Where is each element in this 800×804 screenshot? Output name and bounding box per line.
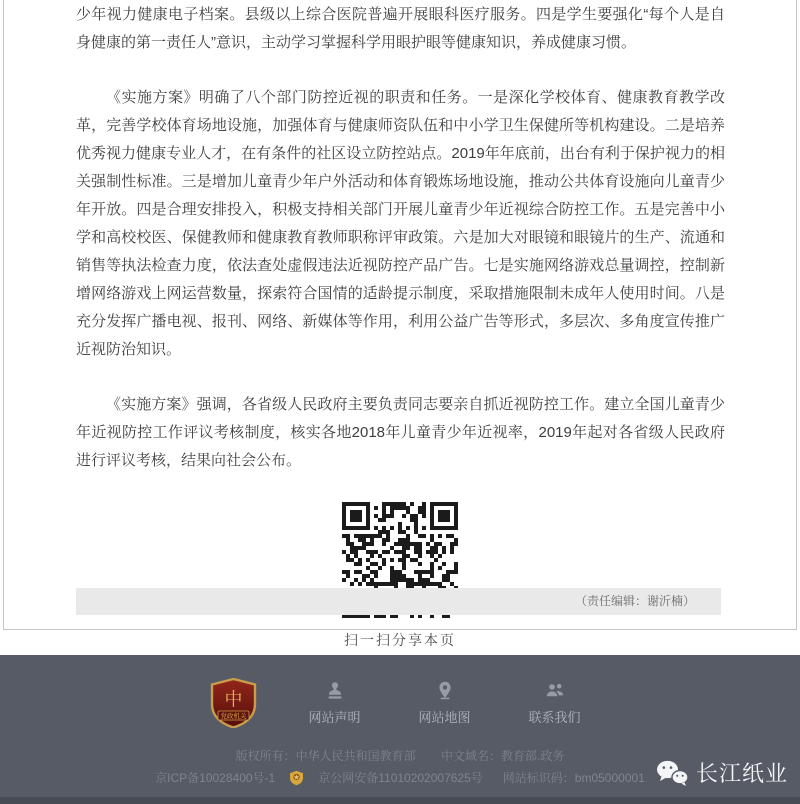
footer-bottom-strip (0, 797, 800, 804)
map-pin-icon (435, 681, 455, 700)
watermark-label: 长江纸业 (695, 761, 788, 786)
article-body (4, 0, 796, 475)
people-icon (544, 681, 566, 700)
editor-note: （责任编辑：谢沂楠） (574, 594, 695, 608)
site-identifier-code: 网站标识码：bm05000001 (502, 771, 645, 785)
badge-emblem: 中 (224, 689, 242, 710)
editor-note-bar (76, 588, 721, 615)
footer-link-contact-us[interactable] (519, 678, 591, 726)
qr-caption: 扫一扫分享本页 (344, 632, 456, 648)
article-container (3, 0, 797, 648)
stamp-icon (325, 681, 345, 700)
icp-number[interactable]: 京ICP备10028400号-1 (155, 771, 276, 785)
footer-link-label: 网站声明 (308, 710, 361, 725)
footer-link-label: 联系我们 (528, 710, 581, 725)
footer-link-site-statement[interactable] (299, 678, 371, 726)
wechat-icon (655, 759, 689, 787)
copyright-owner: 版权所有：中华人民共和国教育部 (235, 749, 416, 763)
police-badge-icon (289, 770, 304, 786)
wechat-watermark (655, 757, 788, 788)
qr-share-block (4, 502, 796, 650)
gov-agency-badge-icon[interactable] (210, 678, 257, 728)
article-paragraph: 少年视力健康电子档案。县级以上综合医院普遍开展眼科医疗服务。四是学生要强化“每个人是自身健康的第一责任人”意识，主动学习掌握科学用眼护眼等健康知识，养成健康习惯。 (76, 6, 725, 51)
footer-nav-row (0, 678, 800, 728)
footer-link-label: 网站地图 (418, 710, 471, 725)
article-paragraph: 《实施方案》强调，各省级人民政府主要负责同志要亲自抓近视防控工作。建立全国儿童青少年近视防控工作评议考核制度，核实各地2018年儿童青少年近视率，2019年起对各省级人民政府进行评议考核，结果向社会公布。 (76, 396, 725, 469)
copyright-domain: 中文域名：教育部.政务 (441, 749, 565, 763)
footer-link-site-map[interactable] (409, 678, 481, 726)
badge-label: 党政机关 (220, 713, 246, 720)
police-record-number[interactable]: 京公网安备11010202007625号 (318, 771, 483, 785)
page-footer (0, 655, 800, 804)
article-paragraph: 《实施方案》明确了八个部门防控近视的职责和任务。一是深化学校体育、健康教育教学改革，完善学校体育场地设施，加强体育与健康师资队伍和中小学卫生保健所等机构建设。二是培养优秀视力健康专业人才，在有条件的社区设立防控站点。2019年年底前，出台有利于保护视力的相关强制性标准。三是增加儿童青少年户外活动和体育锻炼场地设施，推动公共体育设施向儿童青少年开放。四是合理安排投入，积极支持相关部门开展儿童青少年近视综合防控工作。五是完善中小学和高校校医、保健教师和健康教育教师职称评审政策。六是加大对眼镜和眼镜片的生产、流通和销售等执法检查力度，依法查处虚假违法近视防控产品广告。七是实施网络游戏总量调控，控制新增网络游戏上网运营数量，探索符合国情的适龄提示制度，采取措施限制未成年人使用时间。八是充分发挥广播电视、报刊、网络、新媒体等作用，利用公益广告等形式，多层次、多角度宣传推广近视防治知识。 (76, 89, 725, 358)
